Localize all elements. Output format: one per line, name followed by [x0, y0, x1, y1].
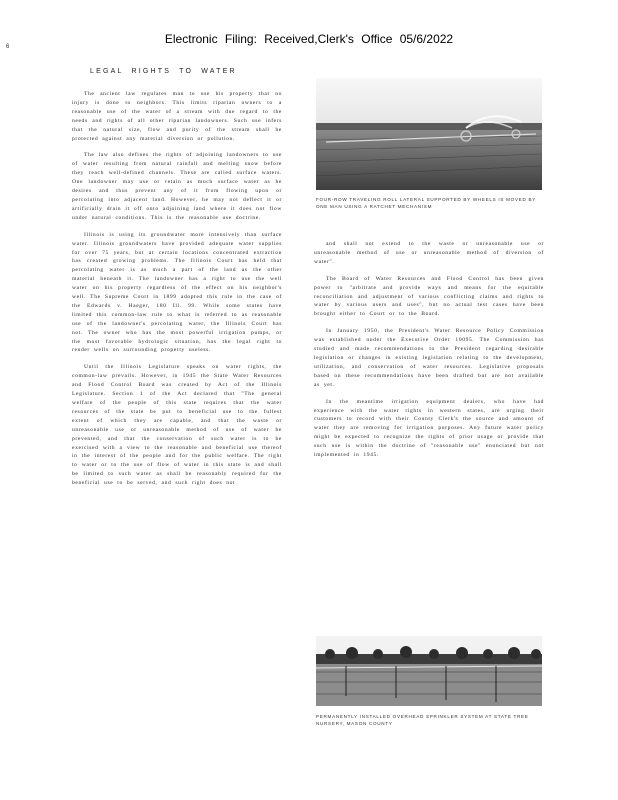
- right-column: [314, 240, 544, 468]
- lateral-irrigation-photo: [316, 78, 542, 190]
- paragraph: The law also defines the rights of adjoining landowners to use of water resulting from natural rainfall and melting snow before they reach well-defined channels. These are called surface waters. One landowner may use or retain as much surface water as he desires and thus prevent any of it from flowing upon or percolating into adjacent land. However, he may not deflect it or artificially drain it off onto adjoining land where it does not flow under natural conditions. This is the reasonable use doctrine.: [72, 152, 282, 221]
- figure-caption: FOUR-ROW TRAVELING ROLL LATERAL SUPPORTED BY WHEELS IS MOVED BY ONE MAN USING A RATCHET MECHANISM: [316, 197, 536, 209]
- filing-header: Electronic Filing: Received,Clerk's Office 05/6/2022: [164, 32, 454, 46]
- paragraph: Until the Illinois Legislature speaks on water rights, the common-law prevails. However, in 1945 the State Water Resources and Flood Control Board was created by Act of the Illinois Legislature. Section 1 of the Act declared that "The general welfare of the people of this state requires that the water resources of the state be put to beneficial use to the fullest extent of which they are capable, and that the waste or unreasonable use or unreasonable method of use of water be prevented, and that the conservation of such water is to be exercised with a view to the reasonable and beneficial use thereof in the interest of the people and for the public welfare. The right to water or to the use of flow of water in this state is and shall be limited to such water as shall be reasonably required for the beneficial use to be served, and such right does not: [72, 364, 282, 487]
- paragraph: The Board of Water Resources and Flood Control has been given power to "arbitrate and provide ways and means for the equitable reconciliation and adjustment of various conflicting claims and rights to water by various users and uses", but no actual test cases have been brought either to Court or to the Board.: [314, 275, 544, 318]
- paragraph: In the meantime irrigation equipment dealers, who have had experience with the water rights in western states, are urging their customers to record with their County Clerk's the source and amount of water they are removing for irrigation purposes. Any future water policy might be expected to recognize the rights of prior usage or provide that such use is within the doctrine of "reasonable use" enunciated but not implemented in 1945.: [314, 398, 544, 459]
- lateral-irrigation-image: [316, 78, 542, 190]
- left-column: [72, 90, 282, 496]
- nursery-sprinkler-photo: [316, 636, 542, 706]
- paragraph: and shall not extend to the waste or unreasonable use or unreasonable method of use or unreasonable method of diversion of water".: [314, 241, 544, 265]
- figure-caption: PERMANENTLY INSTALLED OVERHEAD SPRINKLER SYSTEM AT STATE TREE NURSERY, MASON COUNTY: [316, 714, 529, 726]
- article-title: LEGAL RIGHTS TO WATER: [90, 68, 237, 75]
- paragraph: In January 1950, the President's Water Resource Policy Commission was established under the Executive Order 10095. The Commission has studied and made recommendations to the President regarding desirable legislation or changes in existing legislation relating to the development, utilization, and conservation of water resources. Legislative proposals based on these recommendations have been drafted but are not available as yet.: [314, 328, 544, 388]
- page-mark: 6: [6, 44, 10, 50]
- paragraph: Illinois is using its groundwater more intensively than surface water. Illinois groundwaters have provided adequate water supplies for over 75 years, but at certain locations concentrated extraction has created growing problems. The Illinois Court has held that percolating water is as much a part of the land as the other material beneath it. The landowner has a right to use the well water on his property regardless of the effect on his neighbor's well. The Supreme Court in 1899 adopted this rule in the case of the Edwards v. Haeger, 180 Ill. 99. While some states have limited this common-law rule to what is referred to as reasonable use of the landowner's percolating water, the Illinois Court has not. The owner who has the most powerful irrigation pumps, or the most favorable hydrologic situation, has the legal right to render wells on surrounding property useless.: [72, 231, 282, 354]
- nursery-sprinkler-image: [316, 636, 542, 706]
- paragraph: The ancient law regulates man to use his property that no injury is done to neighbors. This limits riparian owners to a reasonable use of the water of a stream with due regard to the needs and rights of all other riparian landowners. Such use infers that the natural size, flow and purity of the stream shall be protected against any material diversion or pollution.: [72, 91, 282, 142]
